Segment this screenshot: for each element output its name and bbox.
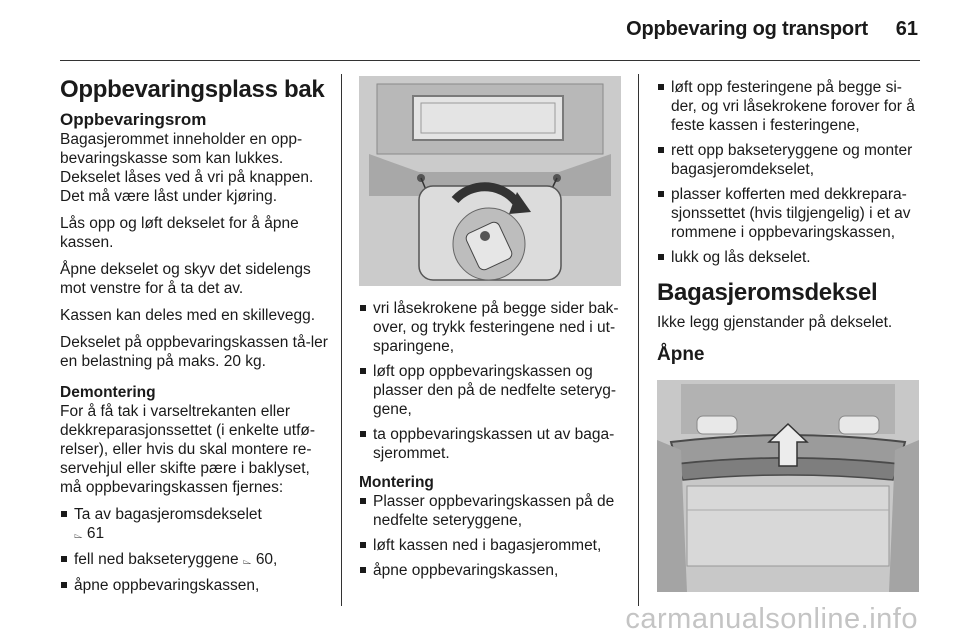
list-item: løft opp festeringene på begge si-der, og vri låsekrokene forover for å feste kassen i festeringene, xyxy=(657,78,925,135)
page-reference-arrow-icon: ⌳ xyxy=(74,528,83,541)
page-title: Oppbevaring og transport xyxy=(626,18,868,40)
removal-heading: Demontering xyxy=(60,384,156,401)
list-item: åpne oppbevaringskassen, xyxy=(60,576,328,595)
list-item: fell ned bakseteryggene ⌳ 60, xyxy=(60,550,328,570)
paragraph: Kassen kan deles med en skillevegg. xyxy=(60,307,316,324)
luggage-cover-illustration xyxy=(657,380,919,592)
column-divider-2 xyxy=(638,74,639,606)
paragraph: Ikke legg gjenstander på dekselet. xyxy=(657,314,893,331)
paragraph: Dekselet på oppbevaringskassen tå-ler en belastning på maks. 20 kg. xyxy=(60,334,328,370)
page-header xyxy=(60,0,920,61)
list-item: plasser kofferten med dekkrepara-sjonssettet (hvis tilgjengelig) i et av rommene i oppbevaringskassen, xyxy=(657,185,925,242)
paragraph: Lås opp og løft dekselet for å åpne kassen. xyxy=(60,215,299,251)
list-item: løft kassen ned i bagasjerommet, xyxy=(359,536,624,555)
removal-steps-continued xyxy=(359,299,624,463)
section-heading: Oppbevaringsplass bak xyxy=(60,76,325,103)
page-reference-arrow-icon: ⌳ xyxy=(242,554,252,567)
cover-section-heading: Bagasjeromsdeksel xyxy=(657,279,878,306)
installation-steps-list xyxy=(359,492,624,580)
paragraph: Åpne dekselet og skyv det sidelengs mot venstre for å ta det av. xyxy=(60,261,311,297)
page-reference[interactable]: 61 xyxy=(86,525,105,542)
left-column xyxy=(60,76,328,601)
list-item: rett opp bakseteryggene og monter bagasjeromdekselet, xyxy=(657,141,925,179)
page-number: 61 xyxy=(895,18,918,40)
removal-steps-list xyxy=(60,505,328,595)
paragraph: Bagasjerommet inneholder en opp-bevaringskasse som kan lukkes. Dekselet låses ved å vri på knappen. Det må være låst under kjøring. xyxy=(60,131,314,205)
list-item: ta oppbevaringskassen ut av baga-sjerommet. xyxy=(359,425,624,463)
open-heading: Åpne xyxy=(657,344,705,365)
paragraph: For å få tak i varseltrekanten eller dekkreparasjonssettet (i enkelte utfø-relser), eller hvis du skal montere re-servehjul eller skifte pære i baklyset, må oppbevaringskassen fjernes: xyxy=(60,403,316,496)
page-reference[interactable]: 60, xyxy=(255,551,278,568)
storage-box-illustration xyxy=(359,76,621,286)
right-column xyxy=(657,76,925,592)
middle-column xyxy=(359,76,624,586)
list-item: vri låsekrokene på begge sider bak-over, og trykk festeringene ned i ut-sparingene, xyxy=(359,299,624,356)
subsection-heading: Oppbevaringsrom xyxy=(60,110,207,129)
list-item: løft opp oppbevaringskassen og plasser den på de nedfelte seteryg-gene, xyxy=(359,362,624,419)
list-item: åpne oppbevaringskassen, xyxy=(359,561,624,580)
list-item: Plasser oppbevaringskassen på de nedfelte seteryggene, xyxy=(359,492,624,530)
column-divider-1 xyxy=(341,74,342,606)
list-item: Ta av bagasjeromsdekselet ⌳ 61 xyxy=(60,505,328,544)
installation-steps-continued xyxy=(657,78,925,267)
watermark: carmanualsonline.info xyxy=(625,603,918,635)
installation-heading: Montering xyxy=(359,474,434,491)
list-item: lukk og lås dekselet. xyxy=(657,248,925,267)
